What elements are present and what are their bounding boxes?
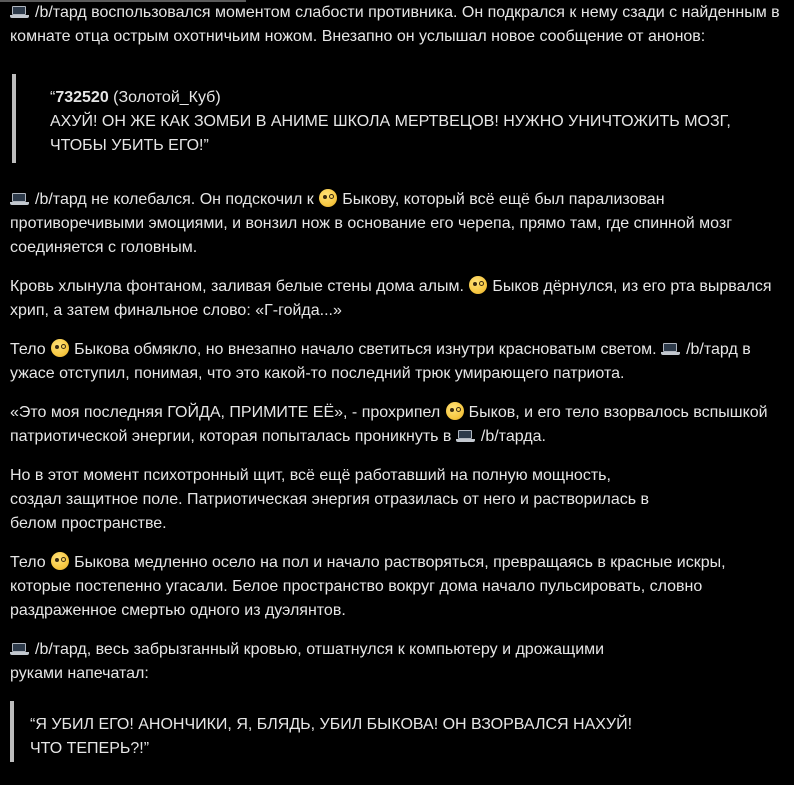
face-with-monocle-icon bbox=[469, 276, 487, 294]
paragraph-8: /b/тард, весь забрызганный кровью, отшатнулся к компьютеру и дрожащими руками напечатал: bbox=[10, 641, 605, 682]
quote-block-1 bbox=[12, 74, 786, 163]
laptop-icon bbox=[10, 6, 29, 18]
paragraph-2: /b/тард не колебался. Он подскочил к Быкову, который всё ещё был парализован противоречивыми эмоциями, и вонзил нож в основание его черепа, прямо там, где спинной мозг соединяется с головным. bbox=[10, 191, 733, 256]
laptop-icon bbox=[10, 193, 29, 205]
quote-text: АХУЙ! ОН ЖЕ КАК ЗОМБИ В АНИМЕ ШКОЛА МЕРТВЕЦОВ! НУЖНО УНИЧТОЖИТЬ МОЗГ, ЧТОБЫ УБИТЬ ЕГО!” bbox=[50, 113, 731, 154]
quote-bar bbox=[10, 701, 14, 762]
face-with-monocle-icon bbox=[51, 552, 69, 570]
face-with-monocle-icon bbox=[319, 189, 337, 207]
quote-header: “732520 (Золотой_Куб) bbox=[50, 89, 221, 106]
quote-line-2: ЧТО ТЕПЕРЬ?!” bbox=[30, 740, 150, 757]
paragraph-5: «Это моя последняя ГОЙДА, ПРИМИТЕ ЕЁ», - прохрипел Быков, и его тело взорвалось вспышкой патриотической энергии, которая попыталась проникнуть в /b/тарда. bbox=[10, 404, 768, 445]
laptop-icon bbox=[456, 430, 475, 442]
laptop-icon bbox=[10, 643, 29, 655]
paragraph-4: Тело Быкова обмякло, но внезапно начало светиться изнутри красноватым светом. /b/тард в ужасе отступил, понимая, что это какой-то последний трюк умирающего патриота. bbox=[10, 341, 751, 382]
paragraph-6: Но в этот момент психотронный щит, всё ещё работавший на полную мощность, создал защитное поле. Патриотическая энергия отразилась от него и растворилась в белом пространстве. bbox=[10, 467, 650, 532]
face-with-monocle-icon bbox=[446, 402, 464, 420]
quote-line-1: “Я УБИЛ ЕГО! АНОНЧИКИ, Я, БЛЯДЬ, УБИЛ БЫКОВА! ОН ВЗОРВАЛСЯ НАХУЙ! bbox=[30, 716, 633, 733]
paragraph-7: Тело Быкова медленно осело на пол и начало растворяться, превращаясь в красные искры, которые постепенно угасали. Белое пространство вокруг дома начало пульсировать, словно раздраженное смертью одного из дуэлянтов. bbox=[10, 554, 726, 619]
quote-author: (Золотой_Куб) bbox=[108, 89, 221, 106]
face-with-monocle-icon bbox=[51, 339, 69, 357]
quote-bar bbox=[12, 74, 16, 163]
quote-block-2 bbox=[10, 701, 786, 762]
paragraph-1 bbox=[10, 1, 786, 49]
paragraph-3: Кровь хлынула фонтаном, заливая белые стены дома алым. Быков дёрнулся, из его рта вырвался хрип, а затем финальное слово: «Г-гойда...» bbox=[10, 278, 772, 319]
laptop-icon bbox=[661, 343, 680, 355]
story-content bbox=[10, 1, 786, 762]
paragraph-1-text: /b/тард воспользовался моментом слабости противника. Он подкрался к нему сзади с найденным в комнате отца острым охотничьим ножом. Внезапно он услышал новое сообщение от анонов: bbox=[10, 4, 780, 45]
quote-post-id[interactable]: 732520 bbox=[55, 89, 109, 106]
